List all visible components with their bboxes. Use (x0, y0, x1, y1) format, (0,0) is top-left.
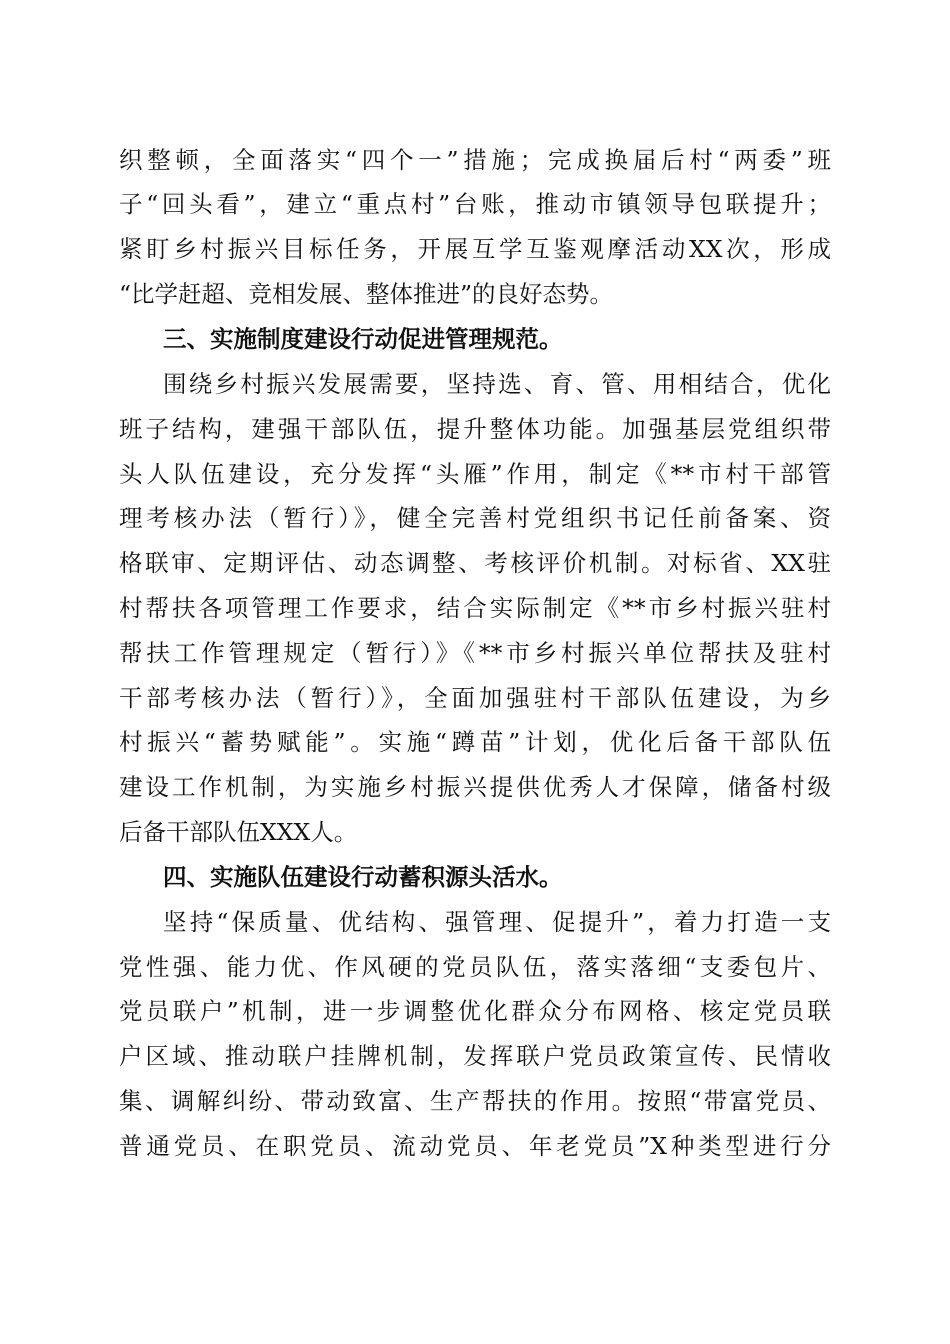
paragraph-line: 帮扶工作管理规定（暂行）》《**市乡村振兴单位帮扶及驻村 (119, 639, 831, 667)
paragraph-line: 集、调解纠纷、带动致富、生产帮扶的作用。按照“带富党员、 (119, 1087, 831, 1115)
paragraph-line: 格联审、定期评估、动态调整、考核评价机制。对标省、XX驻 (119, 549, 831, 577)
paragraph-line: 理考核办法（暂行）》，健全完善村党组织书记任前备案、资 (119, 504, 831, 532)
paragraph-line: 建设工作机制，为实施乡村振兴提供优秀人才保障，储备村级 (119, 773, 831, 801)
paragraph-line: 户区域、推动联户挂牌机制，发挥联户党员政策宣传、民情收 (119, 1042, 831, 1070)
paragraph-line: 头人队伍建设，充分发挥“头雁”作用，制定《**市村干部管 (119, 460, 831, 488)
paragraph-line: 织整顿，全面落实“四个一”措施；完成换届后村“两委”班 (119, 146, 831, 174)
paragraph-line: 班子结构，建强干部队伍，提升整体功能。加强基层党组织带 (119, 415, 831, 443)
section-heading-3: 三、实施制度建设行动促进管理规范。 (163, 325, 563, 353)
paragraph-line: 子“回头看”，建立“重点村”台账，推动市镇领导包联提升； (119, 190, 831, 218)
paragraph-line: 普通党员、在职党员、流动党员、年老党员”X种类型进行分 (119, 1132, 831, 1160)
paragraph-line: 坚持“保质量、优结构、强管理、促提升”，着力打造一支 (163, 908, 831, 936)
paragraph-line: “比学赶超、竞相发展、整体推进”的良好态势。 (119, 280, 614, 308)
paragraph-line: 村帮扶各项管理工作要求，结合实际制定《**市乡村振兴驻村 (119, 594, 831, 622)
paragraph-line: 党性强、能力优、作风硬的党员队伍，落实落细“支委包片、 (119, 953, 831, 981)
paragraph-line: 干部考核办法（暂行）》，全面加强驻村干部队伍建设，为乡 (119, 684, 831, 712)
section-heading-4: 四、实施队伍建设行动蓄积源头活水。 (163, 863, 563, 891)
paragraph-line: 党员联户”机制，进一步调整优化群众分布网格、核定党员联 (119, 997, 831, 1025)
paragraph-line: 后备干部队伍XXX人。 (119, 818, 358, 846)
paragraph-line: 紧盯乡村振兴目标任务，开展互学互鉴观摩活动XX次，形成 (119, 235, 831, 263)
paragraph-line: 围绕乡村振兴发展需要，坚持选、育、管、用相结合，优化 (163, 370, 831, 398)
paragraph-line: 村振兴“蓄势赋能”。实施“蹲苗”计划，优化后备干部队伍 (119, 728, 831, 756)
